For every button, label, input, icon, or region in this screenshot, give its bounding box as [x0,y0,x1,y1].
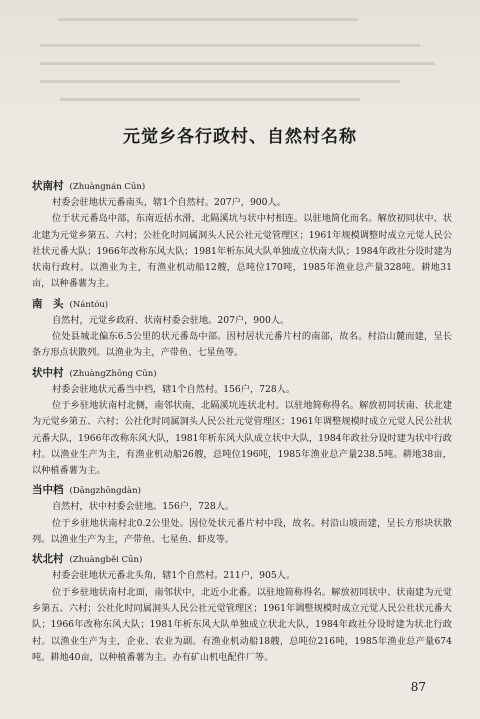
entry-zhuangnan [32,178,452,293]
entry-heading [32,365,452,382]
place-name: 状北村 [32,553,64,566]
page-title: 元觉乡各行政村、自然村名称 [123,127,357,147]
entry-zhuangzhong [32,365,452,480]
place-name: 当中档 [32,484,64,497]
entry-heading [32,551,452,568]
place-pinyin: (Zhuàngnán Cūn) [69,182,146,192]
entry-summary: 村委会驻地状元番当中档，辖1个自然村。156户，728人。 [52,383,296,395]
entry-description: 位于乡驻地状南村北面，南邻状中，北近小北番。以驻地简称得名。解放初同状中、状南建为元觉乡第五、六村；公社化时同属洞头人民公社元觉管理区；1961年调整规模时成立元觉人民公社状元番大队；1966年改称东风大队；1981年析东风大队单独成立状北大队，1984年政社分设时建为状北行政村。以渔业生产为主，企业、农业为副。有渔业机动船18艘，总吨位216吨，1985年渔业总产量674吨。耕地40亩，以种植番薯为主。办有矿山机电配件厂等。 [32,586,452,663]
place-pinyin: (Nántóu) [69,299,109,310]
entry-description: 位于乡驻地状南村北0.2公里处。因位处状元番片村中段，故名。村沿山坡而建，呈长方形块状散列。以渔业生产为主，产带鱼、七星鱼、虾皮等。 [32,517,452,546]
entry-heading [32,178,452,195]
entry-summary: 村委会驻地状元番北头角，辖1个自然村。211户，905人。 [52,570,296,582]
place-pinyin: (Zhuàngběi Cūn) [69,555,143,566]
place-name: 状南村 [32,180,64,192]
entry-heading [32,482,452,499]
page-number: 87 [410,680,426,694]
entry-description: 位于乡驻地状南村北侧，南邻状南，北隔溪坑连状北村。以驻地简称得名。解放初同状南、状北建为元觉乡第五、六村；公社化时同属洞头人民公社元觉管理区；1961年调整规模时成立元觉人民公社状元番大队，1966年改称东风大队，1981年析东风大队成立状中大队，1984年政社分设时建为状中行政村。以渔业生产为主，有渔业机动船26艘，总吨位196吨，1985年渔业总产量238.5吨。耕地38亩，以种植番薯为主。 [32,399,452,477]
entry-description: 位于状元番岛中部，东南近括水滑，北隔溪坑与状中村相连。以驻地简化而名。解放初同状中、状北建为元觉乡第五、六村；公社化时同属洞头人民公社元觉管理区；1961年规模调整时成立元觉人民公社状元番大队；1966年改称东风大队；1981年析东风大队单独成立状南大队；1984年政社分设时建为状南行政村。以渔业为主，有渔业机动船12艘，总吨位170吨，1985年渔业总产量328吨。耕地31亩，以种番薯为主。 [32,213,452,290]
place-name: 南 头 [32,297,64,310]
entry-summary: 村委会驻地状元番南头，辖1个自然村。207户，900人。 [52,197,286,208]
entry-summary: 自然村，状中村委会驻地。156户，728人。 [52,501,235,513]
entry-heading [32,296,452,313]
entry-nantou [32,296,452,362]
entries-list [32,178,452,669]
entry-dangzhongdang [32,482,452,548]
entry-zhuangbei [32,551,452,666]
entry-summary: 自然村，元觉乡政府、状南村委会驻地。207户，900人。 [52,314,290,326]
place-pinyin: (Dāngzhōngdàn) [69,486,141,497]
entry-description: 位处县城北偏东6.5公里的状元番岛中部。因村居状元番片村的南部，故名。村沿山麓而建，呈长条方形点状散列。以渔业为主，产带鱼、七星鱼等。 [32,331,452,359]
show-through-text [0,0,480,110]
place-name: 状中村 [32,366,64,379]
place-pinyin: (ZhuàngZhōng Cūn) [69,368,157,379]
